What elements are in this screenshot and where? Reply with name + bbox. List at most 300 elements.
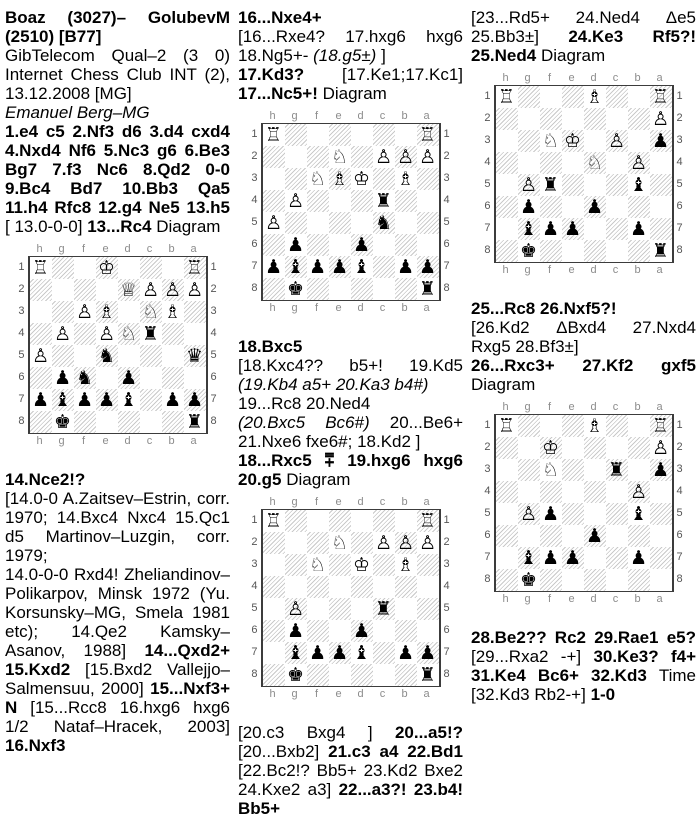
square-c5 (140, 345, 162, 367)
square-c2 (606, 437, 628, 459)
piece-bN-f6: ♞ (74, 367, 96, 389)
square-b8 (395, 278, 417, 300)
text-run-bold: Boaz (3027)– GolubevM (2510) [B77] (5, 8, 230, 46)
rank-label-3: 3 (676, 463, 683, 475)
piece-wP-b2: ♙ (395, 146, 417, 168)
square-f2 (74, 279, 96, 301)
piece-wB-e3: ♗ (329, 168, 351, 190)
piece-wN-f3: ♘ (541, 459, 560, 481)
board-middle (14, 256, 222, 434)
paragraph (5, 122, 230, 236)
square-a7 (650, 218, 672, 240)
square-c8 (140, 411, 162, 433)
rank-label-2: 2 (484, 441, 491, 453)
board-squares (261, 509, 441, 687)
square-a6 (417, 234, 439, 256)
rank-label-5: 5 (484, 178, 491, 190)
text-run-regular: [22.Bc2!? Bb5+ 23.Kd2 Bxe2 24.Kxe2 a3] (238, 761, 463, 799)
square-e1 (562, 415, 584, 437)
rank-label-2: 2 (443, 536, 450, 548)
rank-label-2: 2 (484, 112, 491, 124)
paragraph (471, 8, 696, 65)
square-a4 (650, 152, 672, 174)
square-a7 (650, 547, 672, 569)
rank-label-8: 8 (18, 415, 25, 427)
file-label-e: e (568, 401, 575, 413)
file-label-h: h (502, 264, 509, 276)
board-rank-labels-right (441, 123, 455, 301)
file-label-h: h (269, 496, 276, 508)
square-d4 (351, 576, 373, 598)
file-label-b: b (634, 264, 641, 276)
square-g1 (52, 257, 74, 279)
file-label-c: c (146, 243, 153, 255)
text-run-regular: Diagram (286, 470, 351, 489)
square-a6 (184, 367, 206, 389)
rank-label-2: 2 (18, 283, 25, 295)
square-d2 (351, 146, 373, 168)
square-f5 (74, 345, 96, 367)
piece-bP-g6: ♟ (53, 367, 72, 389)
square-b1 (395, 124, 417, 146)
file-label-g: g (58, 243, 65, 255)
piece-bK-g8: ♚ (53, 411, 72, 433)
square-h6 (496, 196, 518, 218)
square-e8 (562, 240, 584, 262)
square-c6 (373, 234, 395, 256)
file-label-e: e (102, 435, 109, 447)
board-file-labels-top (495, 400, 688, 414)
square-a8 (650, 569, 672, 591)
square-h6 (263, 234, 285, 256)
piece-wR-a1: ♖ (650, 86, 672, 108)
square-f4 (307, 576, 329, 598)
text-run-bold: 16...Nxe4+ (238, 8, 322, 27)
piece-wP-g5: ♙ (285, 598, 307, 620)
square-c3 (373, 554, 395, 576)
square-g6 (518, 525, 540, 547)
board-rank-labels-left (14, 256, 28, 434)
text-run-italic: Emanuel Berg–MG (5, 103, 150, 122)
board-file-labels-bottom (29, 434, 222, 448)
piece-wN-d4: ♘ (118, 323, 140, 345)
text-run-bold: 17...Nc5+! (238, 84, 323, 103)
square-h8 (496, 569, 518, 591)
paragraph (5, 8, 230, 46)
square-b8 (395, 664, 417, 686)
square-d4 (351, 190, 373, 212)
square-f6 (540, 196, 562, 218)
piece-wP-c2: ♙ (374, 532, 393, 554)
chess-diagram-1 (14, 242, 222, 448)
piece-bB-b5: ♝ (629, 503, 648, 525)
rank-label-1: 1 (676, 419, 683, 431)
square-d5 (351, 212, 373, 234)
square-h2 (496, 108, 518, 130)
square-g3 (518, 459, 540, 481)
piece-wP-e4: ♙ (97, 323, 116, 345)
rank-label-3: 3 (251, 172, 258, 184)
square-b1 (628, 415, 650, 437)
piece-bP-d6: ♟ (584, 525, 606, 547)
file-label-d: d (590, 72, 597, 84)
file-label-g: g (524, 264, 531, 276)
text-run-regular: 20...Be6+ 21.Nxe6 fxe6#; 18.Kd2 ] (238, 413, 463, 451)
paragraph (5, 470, 230, 489)
paragraph (5, 489, 230, 565)
piece-wN-e2: ♘ (330, 532, 349, 554)
square-b1 (395, 510, 417, 532)
board-squares (261, 123, 441, 301)
text-run-italic: (20.Bxc5 Bc6#) (238, 413, 370, 432)
square-e1 (562, 86, 584, 108)
text-run-italic: (19.Kb4 a5+ 20.Ka3 b4#) (238, 375, 429, 394)
file-label-g: g (291, 688, 298, 700)
square-e4 (329, 190, 351, 212)
square-h4 (263, 190, 285, 212)
file-label-d: d (590, 401, 597, 413)
piece-wP-g4: ♙ (286, 190, 305, 212)
board-file-labels-bottom (262, 687, 455, 701)
paragraph (471, 628, 696, 704)
square-d8 (118, 411, 140, 433)
rank-label-4: 4 (676, 485, 683, 497)
rank-label-3: 3 (676, 134, 683, 146)
text-run-regular: Diagram (471, 375, 536, 394)
piece-wR-a1: ♖ (650, 415, 672, 437)
piece-bP-e7: ♟ (329, 642, 351, 664)
text-run-bold: 18.Bxc5 (238, 337, 303, 356)
piece-bR-c5: ♜ (373, 598, 395, 620)
file-label-g: g (524, 593, 531, 605)
piece-wP-a2: ♙ (651, 108, 670, 130)
piece-bP-b7: ♟ (396, 642, 415, 664)
file-label-f: f (314, 496, 319, 508)
file-label-f: f (547, 401, 552, 413)
square-h3 (263, 168, 285, 190)
square-h3 (496, 459, 518, 481)
file-label-c: c (612, 593, 619, 605)
text-run-bold: 1.e4 c5 2.Nf3 d6 3.d4 cxd4 4.Nxd4 Nf6 5.Nc3 g6 6.Be3 Bg7 7.f3 Nc6 8.Qd2 0-0 9.Bc4 Bd7 10.Bb3 Qa5 11.h4 Rfc8 12.g4 Ne5 13.h5 (5, 122, 230, 217)
file-label-g: g (291, 110, 298, 122)
square-g3 (518, 130, 540, 152)
rank-label-8: 8 (443, 668, 450, 680)
file-label-a: a (423, 688, 430, 700)
piece-bP-e7: ♟ (562, 218, 584, 240)
square-e2 (562, 437, 584, 459)
square-e6 (329, 620, 351, 642)
square-b1 (628, 86, 650, 108)
piece-wQ-d2: ♕ (118, 279, 140, 301)
rank-label-5: 5 (443, 602, 450, 614)
piece-wP-b2: ♙ (395, 532, 417, 554)
text-run-bold: 15...Nxf3+ N (5, 679, 230, 717)
file-label-d: d (357, 688, 364, 700)
rank-label-2: 2 (251, 150, 258, 162)
rank-label-5: 5 (251, 216, 258, 228)
file-label-g: g (291, 496, 298, 508)
piece-bB-g7: ♝ (518, 547, 540, 569)
piece-bK-g8: ♚ (519, 240, 538, 262)
square-g1 (518, 86, 540, 108)
rank-label-1: 1 (251, 514, 258, 526)
file-label-d: d (124, 435, 131, 447)
paragraph (238, 723, 463, 818)
piece-wP-c2: ♙ (141, 279, 160, 301)
paragraph (5, 565, 230, 755)
square-a4 (650, 481, 672, 503)
square-f1 (307, 124, 329, 146)
square-h7 (263, 642, 285, 664)
square-g4 (285, 576, 307, 598)
square-g3 (285, 554, 307, 576)
piece-wN-d4: ♘ (584, 152, 606, 174)
square-f1 (540, 415, 562, 437)
square-e4 (562, 481, 584, 503)
rank-label-8: 8 (210, 415, 217, 427)
board-file-labels-top (495, 71, 688, 85)
square-c1 (606, 415, 628, 437)
square-g2 (285, 146, 307, 168)
piece-wP-c2: ♙ (374, 146, 393, 168)
rank-label-1: 1 (676, 90, 683, 102)
text-run-bold: 1-0 (590, 685, 616, 704)
rank-label-3: 3 (484, 463, 491, 475)
file-label-c: c (612, 72, 619, 84)
square-c3 (373, 168, 395, 190)
square-f4 (74, 323, 96, 345)
rank-label-4: 4 (484, 156, 491, 168)
file-label-a: a (656, 72, 663, 84)
square-f8 (74, 411, 96, 433)
square-d2 (351, 532, 373, 554)
square-b5 (162, 345, 184, 367)
file-label-f: f (314, 688, 319, 700)
rank-label-6: 6 (443, 238, 450, 250)
board-rank-labels-right (674, 85, 688, 263)
piece-bP-e7: ♟ (562, 547, 584, 569)
square-a4 (417, 190, 439, 212)
text-run-regular: ] (376, 46, 386, 65)
piece-bB-g7: ♝ (285, 642, 307, 664)
piece-wP-a2: ♙ (418, 146, 437, 168)
rank-label-8: 8 (251, 282, 258, 294)
square-f2 (307, 146, 329, 168)
file-label-f: f (547, 72, 552, 84)
square-h4 (263, 576, 285, 598)
text-run-bold: 30.Ke3? f4+ 31.Ke4 Bc6+ 32.Kd3 (471, 647, 696, 685)
file-label-f: f (547, 264, 552, 276)
text-run-regular: 14.0-0-0 Rxd4! Zheliandinov–Polikarpov, Minsk 1972 (Yu. Korsunsky–MG, Smela 1981 etc); 14.Qe2 Kamsky–Asanov, 1988] (5, 565, 230, 660)
chess-diagram-4 (480, 71, 688, 277)
square-b3 (628, 130, 650, 152)
rank-label-7: 7 (443, 260, 450, 272)
square-e8 (562, 569, 584, 591)
text-run-italic: (18.g5±) (313, 46, 377, 65)
square-d1 (118, 257, 140, 279)
square-h2 (496, 437, 518, 459)
square-b6 (395, 234, 417, 256)
piece-bK-g8: ♚ (286, 278, 305, 300)
rank-label-5: 5 (251, 602, 258, 614)
square-d8 (351, 664, 373, 686)
square-f2 (307, 532, 329, 554)
piece-bR-a8: ♜ (418, 278, 437, 300)
square-g1 (285, 124, 307, 146)
chess-diagram-3 (247, 495, 455, 701)
file-label-c: c (379, 110, 386, 122)
square-b8 (628, 569, 650, 591)
square-c2 (606, 108, 628, 130)
piece-wP-a2: ♙ (418, 532, 437, 554)
square-a4 (417, 576, 439, 598)
file-label-a: a (423, 496, 430, 508)
square-c8 (373, 664, 395, 686)
square-a6 (650, 525, 672, 547)
rank-label-3: 3 (18, 305, 25, 317)
piece-bP-a7: ♟ (417, 642, 439, 664)
piece-bP-b7: ♟ (629, 218, 648, 240)
text-run-bold: 26...Rxc3+ 27.Kf2 gxf5 (471, 356, 696, 375)
board-squares (494, 85, 674, 263)
piece-bN-e5: ♞ (96, 345, 118, 367)
piece-bP-f7: ♟ (75, 389, 94, 411)
file-label-b: b (401, 302, 408, 314)
square-h5 (263, 598, 285, 620)
piece-wB-b3: ♗ (396, 168, 415, 190)
file-label-c: c (379, 496, 386, 508)
text-run-bold: 16.Nxf3 (5, 736, 66, 755)
board-middle (247, 509, 455, 687)
square-c1 (606, 86, 628, 108)
paragraph (471, 299, 696, 318)
piece-bP-f7: ♟ (541, 547, 560, 569)
text-run-regular: Diagram (156, 217, 221, 236)
square-h2 (263, 532, 285, 554)
board-rank-labels-left (247, 123, 261, 301)
file-label-h: h (502, 593, 509, 605)
rank-label-4: 4 (18, 327, 25, 339)
square-e5 (329, 212, 351, 234)
rank-label-2: 2 (251, 536, 258, 548)
rank-label-3: 3 (210, 305, 217, 317)
square-g2 (285, 532, 307, 554)
board-squares (494, 414, 674, 592)
square-e2 (96, 279, 118, 301)
text-run-bold: 25...Rc8 26.Nxf5?! (471, 299, 617, 318)
square-c4 (373, 576, 395, 598)
piece-bP-f7: ♟ (308, 642, 327, 664)
square-b2 (628, 108, 650, 130)
paragraph (238, 451, 463, 489)
piece-wK-f2: ♔ (540, 437, 562, 459)
square-c6 (140, 367, 162, 389)
board-file-labels-top (29, 242, 222, 256)
square-c8 (373, 278, 395, 300)
square-e1 (329, 510, 351, 532)
square-b2 (628, 437, 650, 459)
square-b5 (395, 212, 417, 234)
square-a6 (417, 620, 439, 642)
rank-label-1: 1 (251, 128, 258, 140)
piece-bB-g7: ♝ (518, 218, 540, 240)
square-e5 (329, 598, 351, 620)
square-d1 (351, 124, 373, 146)
square-c1 (140, 257, 162, 279)
piece-bP-a3: ♟ (650, 459, 672, 481)
file-label-e: e (335, 302, 342, 314)
piece-wB-e3: ♗ (96, 301, 118, 323)
square-d7 (584, 218, 606, 240)
square-d8 (584, 569, 606, 591)
rank-label-6: 6 (484, 200, 491, 212)
square-e3 (562, 459, 584, 481)
text-run-regular: Time [32.Kd3 Rb2-+] (471, 666, 696, 704)
text-run-regular: Diagram (322, 84, 387, 103)
square-g2 (518, 437, 540, 459)
square-d1 (351, 510, 373, 532)
file-label-e: e (335, 110, 342, 122)
square-c5 (606, 503, 628, 525)
piece-bP-f7: ♟ (541, 218, 560, 240)
square-c1 (373, 124, 395, 146)
chess-diagram-5 (480, 400, 688, 606)
text-run-bold: 24.Ke3 Rf5?! 25.Ned4 (471, 27, 696, 65)
rank-label-8: 8 (251, 668, 258, 680)
text-run-regular: [16...Rxe4? 17.hxg6 hxg6 18.Ng5+- (238, 27, 463, 65)
square-f4 (307, 190, 329, 212)
text-run-bold: 13...Rc4 (87, 217, 157, 236)
text-run-regular: [15.Bxd2 Vallejjo–Salmensuu, 2000] (5, 660, 230, 698)
square-e8 (96, 411, 118, 433)
text-run-regular: [23...Rd5+ 24.Ned4 Δe5 25.Bb3±] (471, 8, 696, 46)
file-label-h: h (36, 243, 43, 255)
board-rank-labels-right (674, 414, 688, 592)
file-label-d: d (590, 264, 597, 276)
square-f1 (307, 510, 329, 532)
board-rank-labels-left (480, 85, 494, 263)
text-run-regular: [29...Rxa2 -+] (471, 647, 594, 666)
column-1 (5, 8, 230, 820)
text-run-bold: 14...Qxd2+ 15.Kxd2 (5, 641, 230, 679)
text-run-bold: 28.Be2?? Rc2 29.Rae1 e5? (471, 628, 696, 647)
square-g3 (52, 301, 74, 323)
piece-bP-f5: ♟ (541, 503, 560, 525)
piece-bR-c3: ♜ (606, 459, 628, 481)
square-h2 (263, 146, 285, 168)
square-d8 (351, 278, 373, 300)
piece-bR-a8: ♜ (651, 240, 670, 262)
rank-label-7: 7 (484, 222, 491, 234)
square-g2 (52, 279, 74, 301)
file-label-d: d (357, 110, 364, 122)
piece-wN-f3: ♘ (308, 554, 327, 576)
square-c4 (606, 481, 628, 503)
square-b6 (162, 367, 184, 389)
piece-wK-e3: ♔ (562, 130, 584, 152)
board-rank-labels-left (480, 414, 494, 592)
text-run-bold: 21.c3 a4 22.Bd1 (328, 742, 463, 761)
square-b6 (628, 525, 650, 547)
square-f8 (307, 664, 329, 686)
file-label-a: a (190, 243, 197, 255)
square-d2 (584, 108, 606, 130)
piece-bP-e7: ♟ (96, 389, 118, 411)
square-e5 (562, 174, 584, 196)
square-d7 (584, 547, 606, 569)
rank-label-8: 8 (676, 244, 683, 256)
square-h8 (496, 240, 518, 262)
